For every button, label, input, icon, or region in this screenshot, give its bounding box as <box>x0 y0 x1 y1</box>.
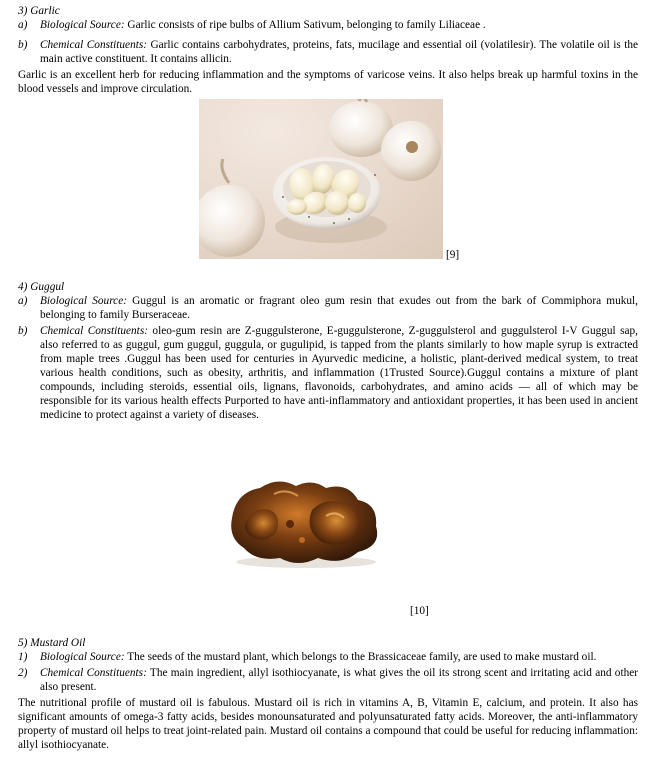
garlic-paragraph: Garlic is an excellent herb for reducing inflammation and the symptoms of varicose veins. It also helps break up harmful toxins in the blood vessels and improve circulation. <box>18 69 638 95</box>
item-text: The seeds of the mustard plant, which belongs to the Brassicaceae family, are used to make mustard oil. <box>124 651 597 663</box>
item-text: oleo-gum resin are Z-guggulsterone, E-guggulsterone, Z-guggulsterol and guggulsterol I-V Guggul sap, also referred to as guggul, gum guggul, guggula, or gugulipid, is tapped from the plants similarly to how maple syrup is extracted from maple trees .Guggul has been used for centuries in Ayurvedic medicine, a holistic, plant-derived medical system, to treat various health conditions, such as obesity, arthritis, and inflammation (1Trusted Source).Guggul contains a mixture of plant compounds, including steroids, essential oils, lignans, flavonoids, carbohydrates, and amino acids — all of which may be responsible for its various health effects Purported to have anti-inflammatory and antioxidant properties, it has been used in ancient medicine to protect against a variety of diseases. <box>40 325 638 421</box>
guggul-item-b <box>18 324 638 422</box>
item-label: Biological Source: <box>40 19 125 31</box>
garlic-photo <box>199 99 443 259</box>
guggul-photo <box>226 470 382 570</box>
mustard-item-1 <box>18 650 638 664</box>
garlic-item-b <box>18 38 638 66</box>
item-text: The main ingredient, allyl isothiocyanate, is what gives the oil its strong scent and irritating acid and other also present. <box>40 667 639 693</box>
garlic-item-a <box>18 18 638 32</box>
item-text: Garlic contains carbohydrates, proteins, fats, mucilage and essential oil (volatilesir). The volatile oil is the main active constituent. It contains allicin. <box>40 39 638 65</box>
guggul-reference: [10] <box>410 605 429 617</box>
guggul-resin-illustration <box>226 470 382 570</box>
item-marker: a) <box>18 19 28 31</box>
item-text: Garlic consists of ripe bulbs of Allium Sativum, belonging to family Liliaceae . <box>124 19 486 31</box>
item-label: Chemical Constituents: <box>40 325 148 337</box>
mustard-item-2 <box>18 666 638 694</box>
mustard-paragraph: The nutritional profile of mustard oil is fabulous. Mustard oil is rich in vitamins A, B, Vitamin E, calcium, and protein. It also has significant amounts of omega-3 fatty acids, besides monounsaturated and polyunsaturated fatty acids. Moreover, the anti-inflammatory property of mustard oil helps to treat joint-related pain. Mustard oil contains a compound that could be useful for reducing inflammation: allyl isothiocyanate. <box>18 697 638 751</box>
item-marker: b) <box>18 39 28 51</box>
item-label: Biological Source: <box>40 651 125 663</box>
section-heading-mustard: 5) Mustard Oil <box>18 637 86 649</box>
item-marker: b) <box>18 325 28 337</box>
item-marker: 1) <box>18 651 28 663</box>
item-marker: a) <box>18 295 28 307</box>
garlic-reference: [9] <box>446 249 460 261</box>
guggul-item-a <box>18 294 638 322</box>
section-heading-guggul: 4) Guggul <box>18 281 65 293</box>
item-label: Chemical Constituents: <box>40 667 147 679</box>
item-label: Chemical Constituents: <box>40 39 148 51</box>
item-label: Biological Source: <box>40 295 127 307</box>
item-marker: 2) <box>18 667 28 679</box>
garlic-illustration <box>199 99 443 259</box>
item-text: Guggul is an aromatic or fragrant oleo gum resin that exudes out from the bark of Commiphora mukul, belonging to family Burseraceae. <box>40 295 638 321</box>
section-heading-garlic: 3) Garlic <box>18 5 60 17</box>
